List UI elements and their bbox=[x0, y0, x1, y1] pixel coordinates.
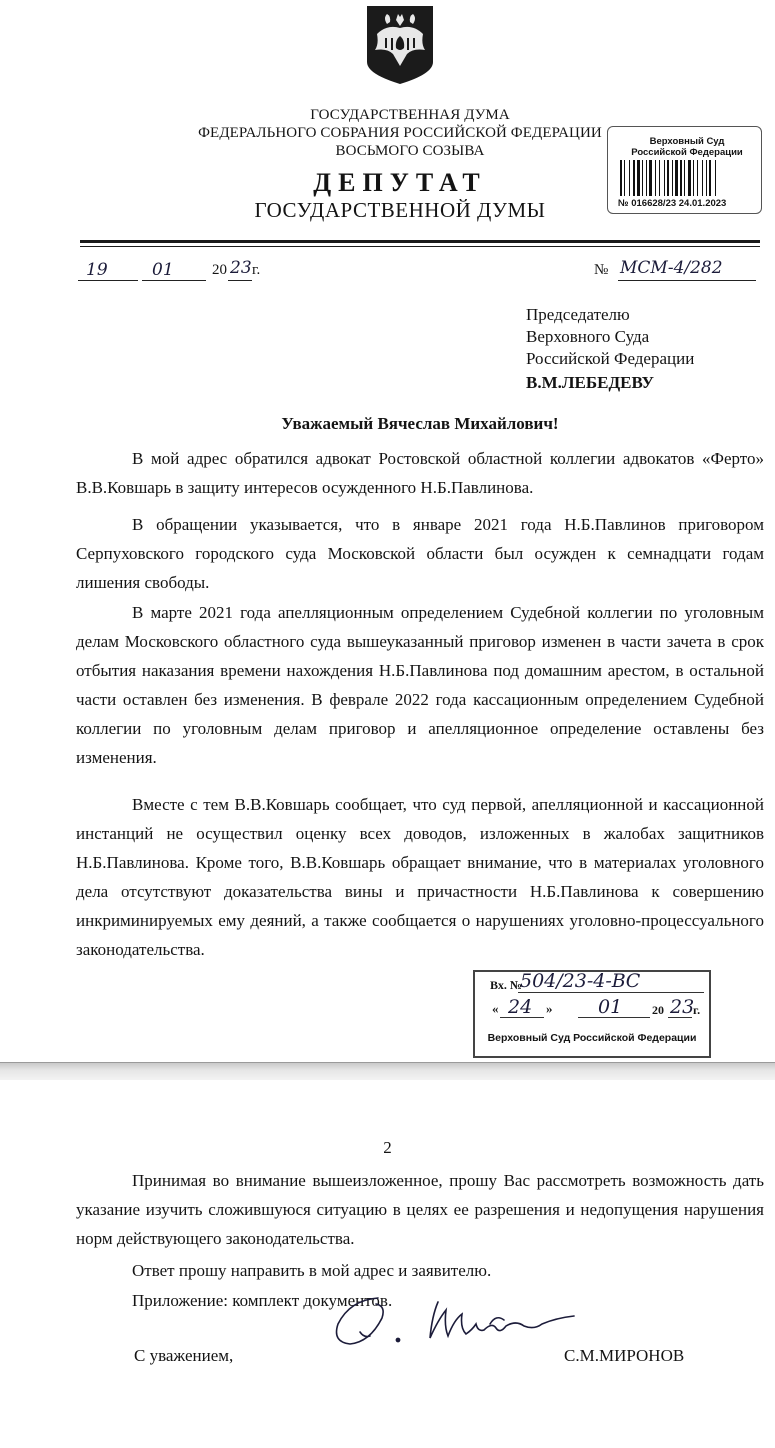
incoming-year: 23 bbox=[670, 996, 695, 1018]
incoming-year-prefix: 20 bbox=[652, 1003, 664, 1017]
barcode-bar bbox=[706, 160, 707, 196]
incoming-stamp-footer: Верховный Суд Российской Федерации bbox=[487, 1032, 697, 1044]
body-paragraph: Принимая во внимание вышеизложенное, прошу Вас рассмотреть возможность дать указание изучить сложившуюся ситуацию в целях ее разрешения и недопущения нарушения норм действующего законодательства. bbox=[76, 1171, 764, 1248]
body-paragraph: В мой адрес обратился адвокат Ростовской областной коллегии адвокатов «Ферто» В.В.Ковшарь в защиту интересов осужденного Н.Б.Павлинова. bbox=[76, 449, 764, 497]
header-rule-thin bbox=[80, 246, 760, 247]
signer-name: С.М.МИРОНОВ bbox=[564, 1346, 685, 1365]
date-day: 19 bbox=[86, 260, 108, 280]
barcode-bar bbox=[629, 160, 630, 196]
date-year-underline bbox=[228, 280, 252, 281]
barcode-icon bbox=[620, 160, 758, 196]
outgoing-number: МСМ-4/282 bbox=[620, 258, 723, 278]
page-number: 2 bbox=[383, 1138, 392, 1157]
barcode-bar bbox=[633, 160, 635, 196]
barcode-bar bbox=[675, 160, 678, 196]
barcode-bar bbox=[702, 160, 703, 196]
barcode-stamp-number: № 016628/23 24.01.2023 bbox=[618, 198, 727, 209]
barcode-stamp-title bbox=[612, 136, 762, 158]
barcode-bar bbox=[680, 160, 682, 196]
signature-icon bbox=[320, 1280, 580, 1356]
addressee-line-1: Председателю bbox=[526, 305, 630, 324]
barcode-bar bbox=[715, 160, 716, 196]
incoming-year-suffix: г. bbox=[693, 1003, 701, 1017]
header-rule-thick bbox=[80, 240, 760, 243]
barcode-bar bbox=[693, 160, 694, 196]
barcode-bar bbox=[655, 160, 656, 196]
page-separator bbox=[0, 1062, 775, 1081]
barcode-bar bbox=[649, 160, 652, 196]
incoming-stamp-label: Вх. № bbox=[490, 978, 522, 992]
outgoing-number-underline bbox=[618, 280, 756, 281]
barcode-bar bbox=[637, 160, 640, 196]
org-name-line-3: ВОСЬМОГО СОЗЫВА bbox=[335, 143, 485, 159]
barcode-stamp-line-2: Российской Федерации bbox=[631, 147, 743, 158]
date-day-underline bbox=[78, 280, 138, 281]
incoming-number: 504/23-4-ВС bbox=[520, 970, 641, 992]
barcode-bar bbox=[664, 160, 665, 196]
body-paragraph: В обращении указывается, что в январе 2021 года Н.Б.Павлинов приговором Серпуховского городского суда Московской области был осужден к семнадцати годам лишения свободы. bbox=[76, 515, 764, 592]
date-month: 01 bbox=[152, 260, 174, 280]
incoming-quote-open: « bbox=[492, 1001, 499, 1016]
barcode-bar bbox=[659, 160, 660, 196]
closing-phrase: С уважением, bbox=[134, 1346, 234, 1365]
date-year: 23 bbox=[230, 258, 252, 278]
barcode-bar bbox=[642, 160, 643, 196]
incoming-quote-close: » bbox=[546, 1001, 553, 1016]
salutation: Уважаемый Вячеслав Михайлович! bbox=[281, 414, 559, 433]
document-title: ДЕПУТАТ bbox=[313, 168, 487, 197]
incoming-number-underline bbox=[518, 992, 704, 993]
document-subtitle: ГОСУДАРСТВЕННОЙ ДУМЫ bbox=[254, 198, 546, 222]
barcode-bar bbox=[672, 160, 673, 196]
barcode-bar bbox=[667, 160, 669, 196]
outgoing-number-prefix: № bbox=[594, 262, 609, 278]
org-name-line-1: ГОСУДАРСТВЕННАЯ ДУМА bbox=[310, 107, 510, 123]
addressee-line-3: Российской Федерации bbox=[526, 349, 695, 368]
incoming-month: 01 bbox=[598, 996, 623, 1018]
letter-page-2 bbox=[0, 1080, 775, 1448]
double-headed-eagle-icon bbox=[365, 4, 435, 86]
addressee-line-2: Верховного Суда bbox=[526, 327, 650, 346]
barcode-bar bbox=[688, 160, 691, 196]
date-year-prefix: 20 bbox=[212, 262, 227, 278]
org-name-line-2: ФЕДЕРАЛЬНОГО СОБРАНИЯ РОССИЙСКОЙ ФЕДЕРАЦИИ bbox=[198, 125, 602, 141]
barcode-bar bbox=[684, 160, 685, 196]
barcode-bar bbox=[620, 160, 622, 196]
barcode-bar bbox=[709, 160, 711, 196]
body-paragraph: Приложение: комплект документов. bbox=[132, 1291, 393, 1310]
barcode-stamp-line-1: Верховный Суд bbox=[649, 136, 725, 147]
body-paragraph: В марте 2021 года апелляционным определением Судебной коллегии по уголовным делам Московского областного суда вышеуказанный приговор изменен в части зачета в срок отбытия наказания времени нахождения Н.Б.Павлинова под домашним арестом, в остальной части оставлен без изменения. В феврале 2022 года кассационным определением Судебной коллегии по уголовным делам приговор и апелляционное определение оставлены без изменения. bbox=[76, 603, 764, 767]
barcode-bar bbox=[624, 160, 625, 196]
incoming-day: 24 bbox=[508, 996, 533, 1018]
date-year-suffix: г. bbox=[252, 262, 261, 278]
barcode-bar bbox=[646, 160, 647, 196]
addressee-name: В.М.ЛЕБЕДЕВУ bbox=[526, 373, 654, 392]
body-paragraph: Вместе с тем В.В.Ковшарь сообщает, что суд первой, апелляционной и кассационной инстанций не осуществил оценку всех доводов, изложенных в жалобах защитников Н.Б.Павлинова. Кроме того, В.В.Ковшарь обращает внимание, что в материалах уголовного дела отсутствуют доказательства вины и причастности Н.Б.Павлинова к совершению инкриминируемых ему деяний, а также сообщается о нарушениях уголовно-процессуального законодательства. bbox=[76, 795, 764, 959]
body-paragraph: Ответ прошу направить в мой адрес и заявителю. bbox=[132, 1261, 492, 1280]
barcode-bar bbox=[697, 160, 698, 196]
date-month-underline bbox=[142, 280, 206, 281]
